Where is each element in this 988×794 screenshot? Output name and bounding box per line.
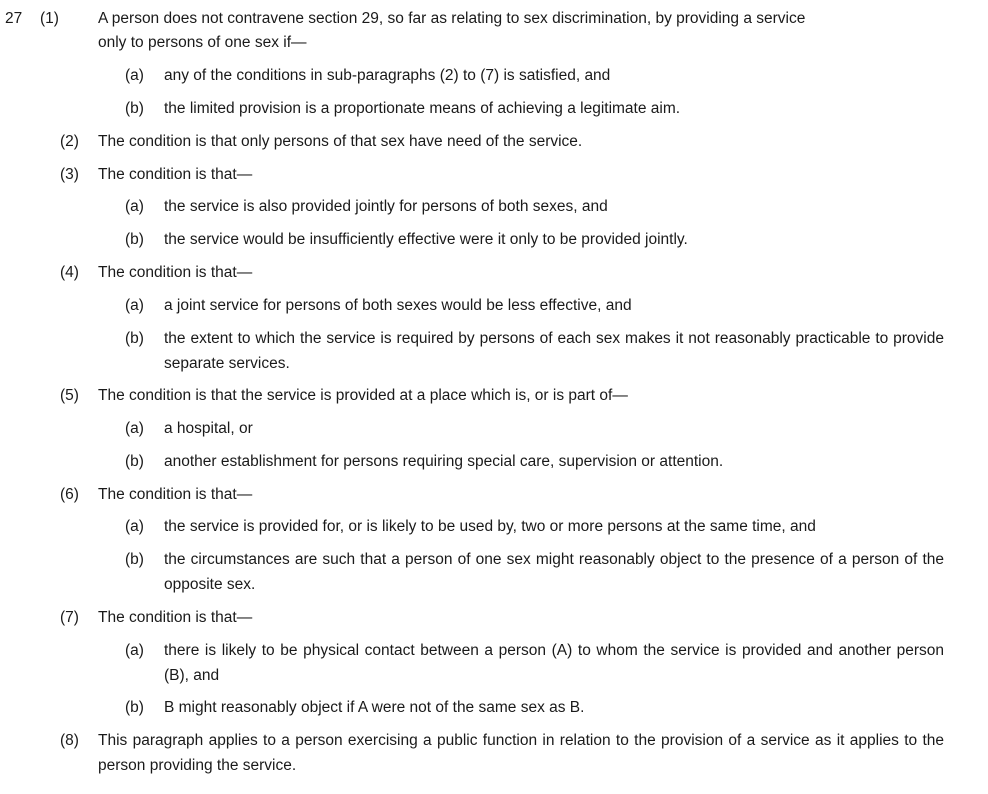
subparagraph-8-text: This paragraph applies to a person exercising a public function in relation to the provision of a service as it applies to the person providing the service. [98, 732, 944, 774]
item-1a-label: (a) [125, 67, 144, 84]
subparagraph-5-label: (5) [60, 387, 79, 404]
item-7b-label: (b) [125, 699, 144, 716]
item-5b-text: another establishment for persons requiring special care, supervision or attention. [164, 453, 724, 470]
subparagraph-3-label: (3) [60, 166, 79, 183]
item-6b-text: the circumstances are such that a person of one sex might reasonably object to the presence of a person of the opposite sex. [164, 551, 944, 593]
item-3a-label: (a) [125, 198, 144, 215]
subparagraph-1-text-line1: A person does not contravene section 29, so far as relating to sex discrimination, by providing a service [98, 10, 806, 27]
item-3b-label: (b) [125, 231, 144, 248]
subparagraph-6-label: (6) [60, 486, 79, 503]
item-7a-label: (a) [125, 642, 144, 659]
subparagraph-4-label: (4) [60, 264, 79, 281]
item-4a-text: a joint service for persons of both sexes would be less effective, and [164, 297, 632, 314]
item-4a-label: (a) [125, 297, 144, 314]
item-3b-text: the service would be insufficiently effective were it only to be provided jointly. [164, 231, 688, 248]
subparagraph-7-label: (7) [60, 609, 79, 626]
item-1b-text: the limited provision is a proportionate means of achieving a legitimate aim. [164, 100, 681, 117]
subparagraph-7-text: The condition is that— [98, 609, 253, 626]
item-6a-label: (a) [125, 518, 144, 535]
subparagraph-8-label: (8) [60, 732, 79, 749]
item-7a-text: there is likely to be physical contact between a person (A) to whom the service is provided and another person (B), and [164, 642, 944, 684]
item-3a-text: the service is also provided jointly for persons of both sexes, and [164, 198, 608, 215]
item-5b-label: (b) [125, 453, 144, 470]
subparagraph-2-label: (2) [60, 133, 79, 150]
subparagraph-4-text: The condition is that— [98, 264, 253, 281]
item-4b-label: (b) [125, 330, 144, 347]
subparagraph-1-text-line2: only to persons of one sex if— [98, 34, 307, 51]
item-4b-text: the extent to which the service is required by persons of each sex makes it not reasonably practicable to provide separate services. [164, 330, 944, 372]
item-6a-text: the service is provided for, or is likely to be used by, two or more persons at the same time, and [164, 518, 816, 535]
item-6b-label: (b) [125, 551, 144, 568]
item-5a-label: (a) [125, 420, 144, 437]
subparagraph-1-label: (1) [40, 10, 59, 27]
item-1b-label: (b) [125, 100, 144, 117]
subparagraph-6-text: The condition is that— [98, 486, 253, 503]
item-7b-text: B might reasonably object if A were not of the same sex as B. [164, 699, 585, 716]
subparagraph-3-text: The condition is that— [98, 166, 253, 183]
item-1a-text: any of the conditions in sub-paragraphs (2) to (7) is satisfied, and [164, 67, 611, 84]
item-5a-text: a hospital, or [164, 420, 253, 437]
paragraph-number: 27 [5, 10, 23, 27]
subparagraph-5-text: The condition is that the service is provided at a place which is, or is part of— [98, 387, 628, 404]
subparagraph-2-text: The condition is that only persons of that sex have need of the service. [98, 133, 583, 150]
